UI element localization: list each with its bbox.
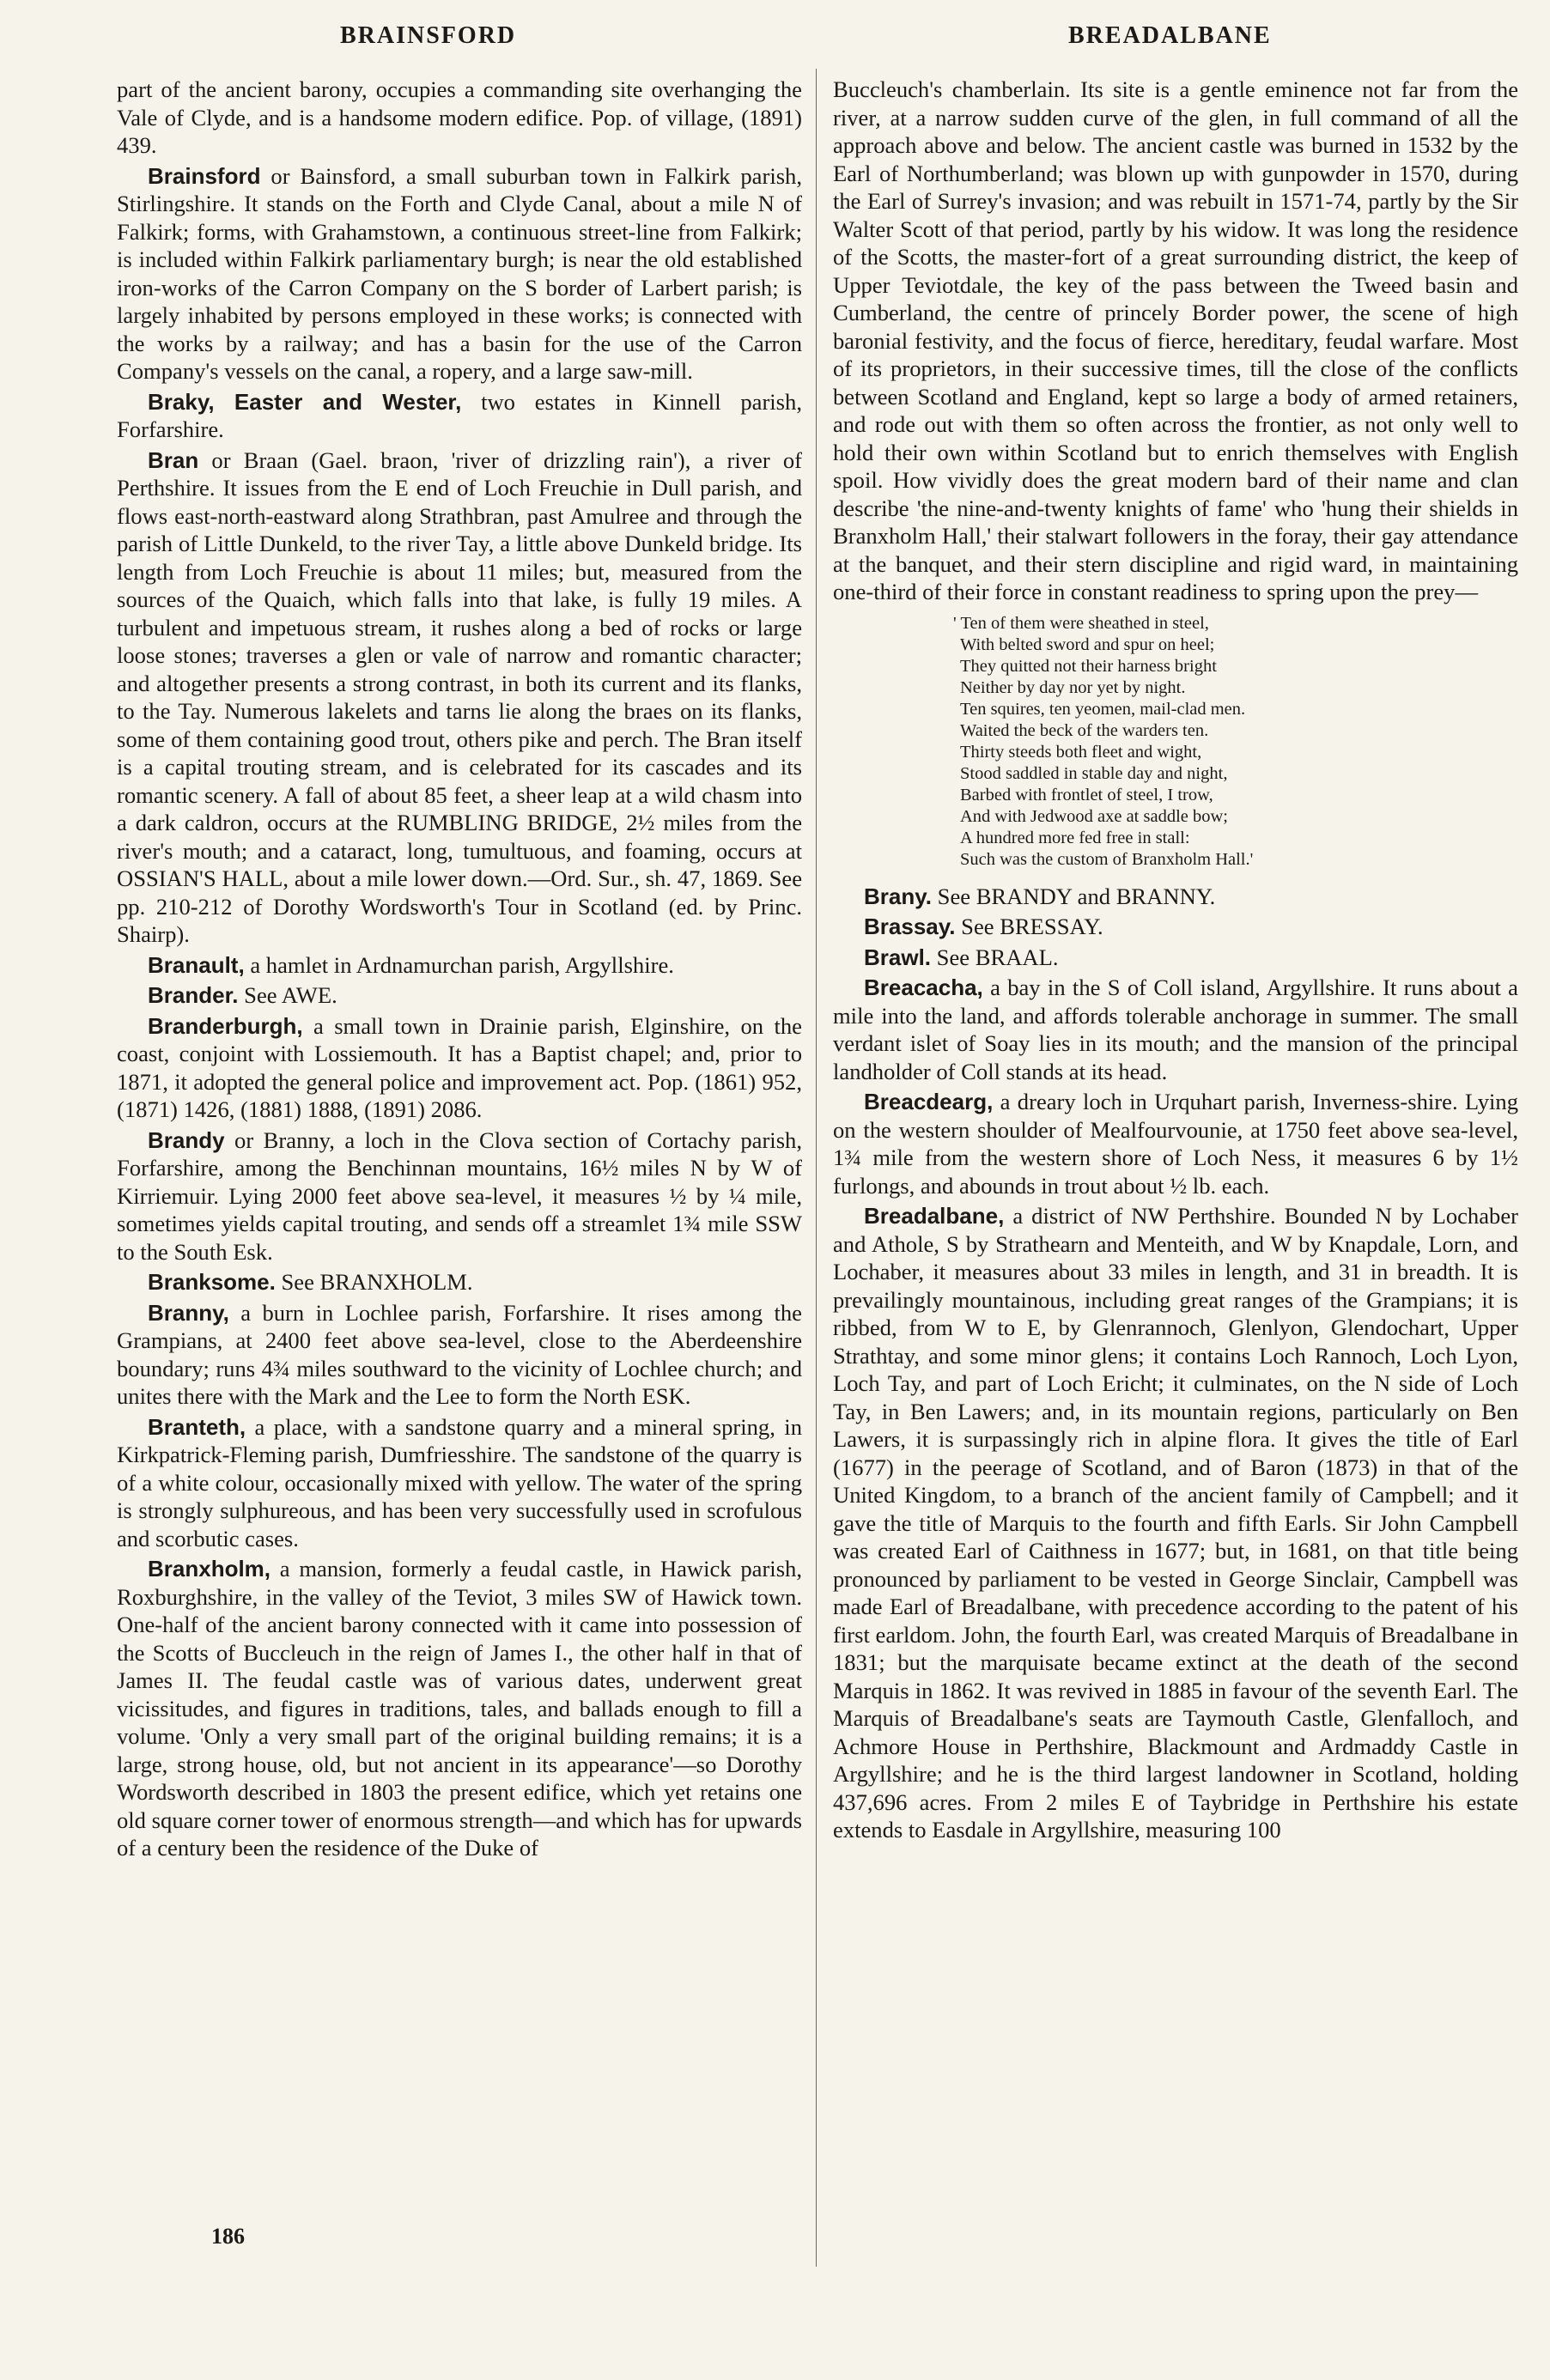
entry-text: or Braan (Gael. braon, 'river of drizzling rain'), a river of Perthshire. It issues from the E end of Loch Freuchie in Dull parish, and flows east-north-eastward along Strathbran, past Amulree and through the parish of Little Dunkeld, to the river Tay, a little above Dunkeld bridge. Its length from Loch Freuchie is about 11 miles; but, measured from the sources of the Quaich, which falls into that lake, is fully 19 miles. A turbulent and impetuous stream, it rushes along a bed of rocks or large loose stones; traverses a glen or vale of narrow and romantic character; and altogether presents a strong contrast, in both its current and its flanks, to the Tay. Numerous lakelets and tarns lie along the braes on its flanks, some of them containing good trout, others pike and perch. The Bran itself is a capital trouting stream, and is celebrated for its cascades and its romantic scenery. A fall of about 85 feet, a sheer leap at a wild chasm into a dark caldron, occurs at the RUMBLING BRIDGE, 2½ miles from the river's mouth; and a cataract, long, tumultuous, and foaming, occurs at OSSIAN'S HALL, about a mile lower down.—Ord. Sur., sh. 47, 1869. See pp. 210-212 of Dorothy Wordsworth's Tour in Scotland (ed. by Princ. Shairp). [117,446,802,947]
entry-text: See BRANXHOLM. [275,1269,473,1295]
entry-headword: Brany. [864,883,932,909]
verse-line: Waited the beck of the warders ten. [960,720,1209,740]
gazetteer-entry [117,162,802,386]
entry-text: or Bainsford, a small suburban town in Falkirk parish, Stirlingshire. It stands on the Forth and Clyde Canal, about a mile N of Falkirk; forms, with Grahamstown, a continuous street-line from Falkirk; is included within Falkirk parliamentary burgh; is near the old established iron-works of the Carron Company on the S border of Larbert parish; is largely inhabited by persons employed in these works; is connected with the works by a railway; and has a basin for the use of the Carron Company's vessels on the canal, a ropery, and a large saw-mill. [117,162,802,384]
verse-line: Such was the custom of Branxholm Hall.' [960,849,1254,869]
entry-headword: Brander. [148,982,239,1008]
entry-text: a burn in Lochlee parish, Forfarshire. It rises among the Grampians, at 2400 feet above sea-level, close to the Aberdeenshire boundary; runs 4¾ miles southward to the vicinity of Lochlee church; and unites there with the Mark and the Lee to form the North ESK. [117,1299,802,1409]
entry-text: See AWE. [238,982,337,1008]
entry-text: or Branny, a loch in the Clova section of Cortachy parish, Forfarshire, among the Benchinnan mountains, 16½ miles N by W of Kirriemuir. Lying 2000 feet above sea-level, it measures ½ by ¼ mile, sometimes yields capital trouting, and sends off a streamlet 1¾ mile SSW to the South Esk. [117,1126,802,1265]
gazetteer-entry [833,974,1518,1085]
entry-continuation [833,76,1518,606]
running-head-right: BREADALBANE [1068,22,1272,49]
verse-quotation [953,613,1518,871]
gazetteer-entry [117,1012,802,1124]
verse-line: With belted sword and spur on heel; [960,634,1215,654]
entry-text: part of the ancient barony, occupies a commanding site overhanging the Vale of Clyde, and is a handsome modern edifice. Pop. of village, (1891) 439. [117,76,802,158]
entry-text: a district of NW Perthshire. Bounded N by Lochaber and Athole, S by Strathearn and Menteith, and W by Knapdale, Lorn, and Lochaber, it measures about 33 miles in length, and 31 in breadth. It is prevailingly mountainous, including great ranges of the Grampians; it is ribbed, from W to E, by Glenrannoch, Glenlyon, Glendochart, Upper Strathtay, and some minor glens; it contains Loch Rannoch, Loch Lyon, Loch Tay, and part of Loch Ericht; it culminates, on the N side of Loch Tay, in Ben Lawers; and, in its mountain regions, particularly on Ben Lawers, it is surpassingly rich in alpine flora. It gives the title of Earl (1677) in the peerage of Scotland, and of Baron (1873) in that of the United Kingdom, to a branch of the ancient family of Campbell; and it gave the title of Marquis to the fourth and fifth Earls. Sir John Campbell was created Earl of Caithness in 1677; but, in 1681, on that title being pronounced by parliament to be vested in George Sinclair, Campbell was made Earl of Breadalbane, with precedence according to the patent of his first earldom. John, the fourth Earl, was created Marquis of Breadalbane in 1831; but the marquisate became extinct at the death of the second Marquis in 1862. It was revived in 1885 in favour of the seventh Earl. The Marquis of Breadalbane's seats are Taymouth Castle, Glenfalloch, and Achmore House in Perthshire, Blackmount and Ardmaddy Castle in Argyllshire; and he is the third largest landowner in Scotland, holding 437,696 acres. From 2 miles E of Taybridge in Perthshire his estate extends to Easdale in Argyllshire, measuring 100 [833,1203,1518,1843]
entry-headword: Branteth, [148,1413,246,1440]
entry-headword: Branny, [148,1299,229,1326]
entry-text: a small town in Drainie parish, Elginshire, on the coast, conjoint with Lossiemouth. It has a Baptist chapel; and, prior to 1871, it adopted the general police and improvement act. Pop. (1861) 952, (1871) 1426, (1881) 1888, (1891) 2086. [117,1012,802,1122]
entry-headword: Bran [148,446,199,473]
gazetteer-entry [117,1555,802,1862]
entry-text: two estates in Kinnell parish, Forfarshire. [117,388,802,442]
entry-text: See BRESSAY. [955,914,1103,939]
gazetteer-entry [833,944,1518,972]
column-rule [816,69,817,2267]
verse-line: ' Ten of them were sheathed in steel, [953,613,1209,633]
entry-text: See BRAAL. [931,944,1059,970]
gazetteer-entry [117,446,802,949]
entry-headword: Branksome. [148,1269,276,1295]
entry-headword: Breacdearg, [864,1089,994,1114]
gazetteer-entry [833,1088,1518,1199]
gazetteer-entry [117,1413,802,1553]
entry-headword: Branault, [148,951,245,978]
gazetteer-entry [117,388,802,444]
running-head-left: BRAINSFORD [340,22,517,49]
right-column [833,76,1518,1847]
entry-headword: Branxholm, [148,1556,271,1582]
entry-headword: Brawl. [864,944,932,970]
gazetteer-entry [117,981,802,1010]
gazetteer-entry [833,1202,1518,1844]
entry-headword: Breacacha, [864,974,983,1000]
entry-continuation [117,76,802,160]
entry-headword: Brassay. [864,914,956,939]
entry-headword: Braky, Easter and Wester, [148,388,462,415]
entry-headword: Brandy [148,1126,225,1153]
entry-headword: Branderburgh, [148,1012,303,1039]
left-column [117,76,802,1865]
verse-line: Barbed with frontlet of steel, I trow, [960,785,1213,804]
gazetteer-entry [117,1126,802,1266]
entry-headword: Breadalbane, [864,1203,1005,1229]
verse-line: And with Jedwood axe at saddle bow; [960,806,1228,826]
gazetteer-entry [117,951,802,980]
entry-text: Buccleuch's chamberlain. Its site is a gentle eminence not far from the river, at a narrow sudden curve of the glen, in full command of all the approach above and below. The ancient castle was burned in 1532 by the Earl of Northumberland; was blown up with gunpowder in 1570, during the Earl of Surrey's invasion; and was rebuilt in 1571-74, partly by the Sir Walter Scott of that period, partly by his widow. It was long the residence of the Scotts, the master-fort of a great surrounding district, the keep of Upper Teviotdale, the key of the pass between the Tweed basin and Cumberland, the centre of princely Border power, the scene of high baronial festivity, and the focus of fierce, hereditary, feudal warfare. Most of its proprietors, in their successive times, till the close of the conflicts between Scotland and England, kept so large a body of armed retainers, and rode out with them so often across the frontier, as not only well to hold their own within Scotland but to enrich themselves with English spoil. How vividly does the great modern bard of their name and clan describe 'the nine-and-twenty knights of fame' who 'hung their shields in Branxholm Hall,' their stalwart followers in the foray, their gay attendance at the banquet, and their stern discipline and rigid ward, in maintaining one-third of their force in constant readiness to spring upon the prey— [833,76,1518,604]
entry-text: a bay in the S of Coll island, Argyllshire. It runs about a mile into the land, and affords tolerable anchorage in summer. The small verdant islet of Soay lies in its mouth; and the mansion of the principal landholder of Coll stands at its head. [833,974,1518,1084]
entry-text: a hamlet in Ardnamurchan parish, Argyllshire. [244,951,674,978]
entry-text: a mansion, formerly a feudal castle, in Hawick parish, Roxburghshire, in the valley of the Teviot, 3 miles SW of Hawick town. One-half of the ancient barony connected with it came into possession of the Scotts of Buccleuch in the reign of James I., the other half in that of James II. The feudal castle was of various dates, underwent great vicissitudes, and figures in traditions, tales, and ballads enough to fill a volume. 'Only a very small part of the original building remains; it is a large, strong house, old, but not ancient in its appearance'—so Dorothy Wordsworth described in 1803 the present edifice, which yet retains one old square corner tower of enormous strength—and which has for upwards of a century been the residence of the Duke of [117,1556,802,1861]
page-number: 186 [211,2224,245,2249]
verse-line: A hundred more fed free in stall: [960,828,1190,847]
verse-line: Stood saddled in stable day and night, [960,763,1228,783]
gazetteer-entry [833,883,1518,911]
entry-headword: Brainsford [148,162,261,189]
verse-line: Ten squires, ten yeomen, mail-clad men. [960,699,1246,719]
entry-text: See BRANDY and BRANNY. [932,883,1216,909]
verse-line: Neither by day nor yet by night. [960,677,1186,697]
verse-line: They quitted not their harness bright [960,656,1217,676]
entry-text: a dreary loch in Urquhart parish, Inverness-shire. Lying on the western shoulder of Mealfourvounie, at 1750 feet above sea-level, 1¾ mile from the western shore of Loch Ness, it measures 6 by 1½ furlongs, and abounds in trout about ½ lb. each. [833,1089,1518,1199]
verse-line: Thirty steeds both fleet and wight, [960,742,1202,762]
gazetteer-entry [117,1299,802,1411]
entry-text: a place, with a sandstone quarry and a mineral spring, in Kirkpatrick-Fleming parish, Dumfriesshire. The sandstone of the quarry is of a white colour, occasionally mixed with yellow. The water of the spring is strongly sulphureous, and has been very successfully used in scrofulous and scorbutic cases. [117,1413,802,1551]
gazetteer-entry [833,913,1518,941]
gazetteer-entry [117,1268,802,1296]
